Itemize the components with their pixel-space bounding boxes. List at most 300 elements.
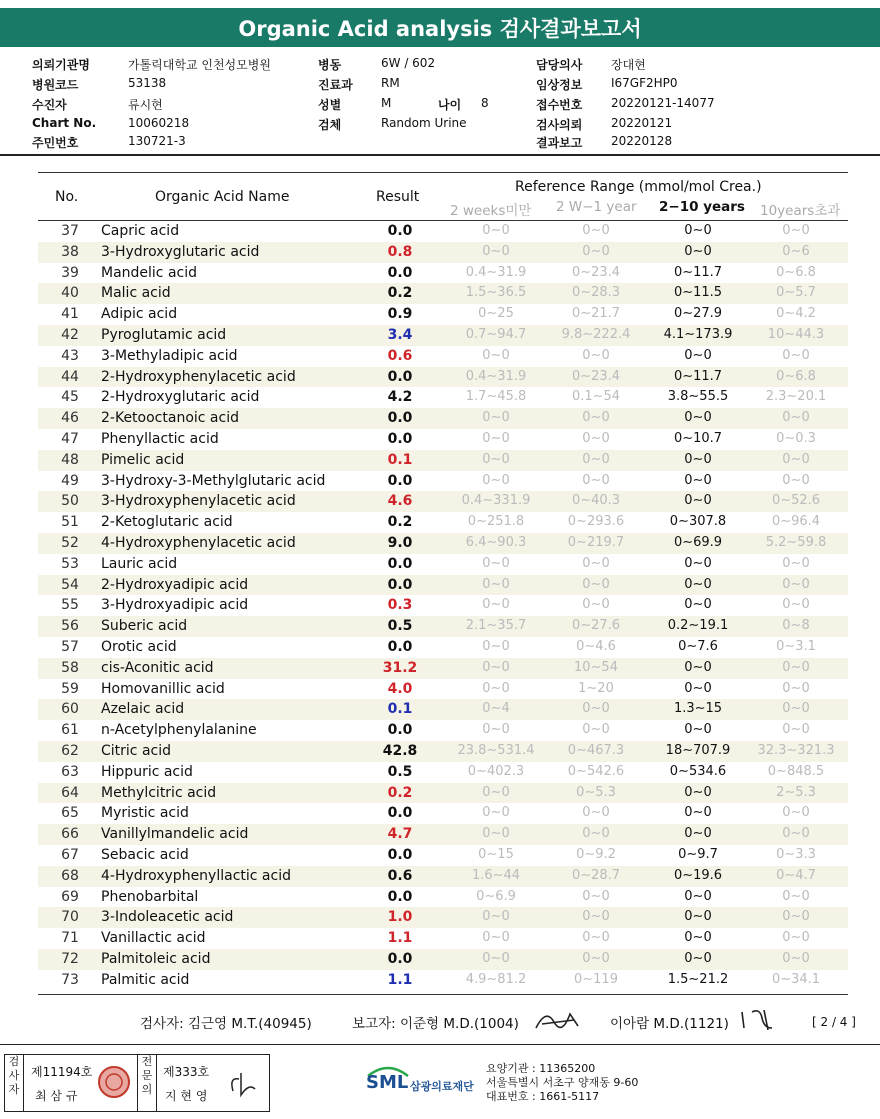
range-2weeks: 0∼402.3 [467, 763, 525, 779]
range-10years: 0∼34.1 [771, 971, 821, 987]
range-10years: 0∼4.7 [776, 867, 816, 883]
row-no: 57 [61, 638, 79, 655]
doctor-label: 담당의사 [536, 58, 583, 72]
range-2weeks: 0∼0 [482, 805, 510, 821]
result-value: 4.0 [387, 680, 413, 697]
table-row [38, 928, 848, 949]
range-2weeks: 1.6∼44 [471, 867, 521, 883]
range-2w-1year: 0.1∼54 [571, 389, 621, 405]
range-2w-1year: 0∼0 [582, 472, 610, 488]
doctor-value: 장대현 [611, 58, 646, 72]
table-bottom-rule [38, 994, 848, 995]
result-value: 0.2 [387, 285, 413, 302]
row-no: 65 [61, 805, 79, 822]
clinical-info-value: I67GF2HP0 [611, 76, 678, 90]
range-2-10years: 0∼307.8 [669, 514, 727, 530]
range-2weeks: 0∼0 [482, 451, 510, 467]
acid-name: Malic acid [101, 285, 171, 302]
row-no: 55 [61, 597, 79, 614]
table-row [38, 637, 848, 658]
range-2weeks: 0∼6.9 [476, 888, 516, 904]
acid-name: Citric acid [101, 742, 171, 759]
result-value: 0.0 [387, 264, 413, 281]
chart-no-value: 10060218 [128, 116, 190, 130]
row-no: 67 [61, 846, 79, 863]
range-2w-1year: 0∼0 [582, 451, 610, 467]
acid-name: 2-Hydroxyphenylacetic acid [101, 368, 296, 385]
row-no: 53 [61, 555, 79, 572]
request-label: 검사의뢰 [536, 118, 583, 132]
clinical-info-label: 임상정보 [536, 78, 583, 92]
range-10years: 0∼0 [782, 472, 810, 488]
range-2-10years: 0∼27.9 [673, 306, 723, 322]
lab-phone: 대표번호 : 1661-5117 [486, 1090, 600, 1103]
ward-value: 6W / 602 [381, 56, 436, 70]
table-row [38, 845, 848, 866]
range-2w-1year: 0∼0 [582, 888, 610, 904]
range-2-10years: 0∼11.7 [673, 264, 723, 280]
table-row [38, 949, 848, 970]
acid-name: 3-Methyladipic acid [101, 347, 238, 364]
report-date-value: 20220128 [611, 134, 673, 148]
institution-value: 가톨릭대학교 인천성모병원 [128, 58, 271, 72]
range-2w-1year: 0∼542.6 [567, 763, 625, 779]
acid-name: Adipic acid [101, 306, 178, 323]
row-no: 41 [61, 306, 79, 323]
row-no: 61 [61, 722, 79, 739]
hospital-code-label: 병원코드 [32, 78, 79, 92]
sex-value: M [381, 96, 392, 110]
row-no: 48 [61, 451, 79, 468]
table-row [38, 783, 848, 804]
row-no: 45 [61, 389, 79, 406]
range-2-10years: 4.1∼173.9 [663, 326, 733, 342]
range-2-10years: 0∼9.7 [678, 846, 718, 862]
range-10years: 0∼0 [782, 451, 810, 467]
tester-license: 제11194호 [31, 1065, 93, 1079]
row-no: 58 [61, 659, 79, 676]
table-row [38, 471, 848, 492]
request-date-value: 20220121 [611, 116, 673, 130]
range-2w-1year: 0∼293.6 [567, 514, 625, 530]
result-value: 0.0 [387, 950, 413, 967]
range-2w-1year: 10∼54 [574, 659, 618, 675]
result-value: 0.0 [387, 846, 413, 863]
table-row [38, 387, 848, 408]
range-10years: 0∼0 [782, 930, 810, 946]
range-10years: 0∼0 [782, 410, 810, 426]
acid-name: 2-Hydroxyglutaric acid [101, 389, 260, 406]
table-row [38, 887, 848, 908]
acid-name: 3-Hydroxy-3-Methylglutaric acid [101, 472, 326, 489]
range-2w-1year: 0∼0 [582, 430, 610, 446]
license-stamp-box [4, 1054, 270, 1112]
lab-address: 서울특별시 서초구 양재동 9-60 [486, 1076, 639, 1089]
range-2weeks: 0.7∼94.7 [465, 326, 527, 342]
range-2-10years: 0∼0 [684, 223, 712, 238]
row-no: 39 [61, 264, 79, 281]
row-no: 68 [61, 867, 79, 884]
result-value: 0.1 [387, 701, 413, 718]
age-value: 8 [481, 96, 489, 110]
result-value: 4.6 [387, 493, 413, 510]
results-table [38, 221, 848, 990]
acid-name: 2-Ketoglutaric acid [101, 514, 233, 531]
range-10years: 0∼0 [782, 950, 810, 966]
range-2w-1year: 0∼0 [582, 722, 610, 738]
range-2w-1year: 0∼40.3 [571, 493, 621, 509]
range-10years: 0∼3.3 [776, 846, 816, 862]
range-2-10years: 1.3∼15 [673, 701, 723, 717]
range-2-10years: 18∼707.9 [665, 742, 731, 758]
row-no: 52 [61, 534, 79, 551]
range-10years: 0∼0 [782, 722, 810, 738]
range-2weeks: 0∼0 [482, 555, 510, 571]
range-2-10years: 0∼11.7 [673, 368, 723, 384]
range-10years: 2∼5.3 [776, 784, 816, 800]
result-value: 0.9 [387, 306, 413, 323]
header-range-3: 2−10 years [659, 199, 745, 215]
institution-label: 의뢰기관명 [32, 58, 90, 72]
range-2weeks: 0∼0 [482, 638, 510, 654]
range-10years: 0∼0 [782, 597, 810, 613]
result-value: 0.0 [387, 410, 413, 427]
table-row [38, 679, 848, 700]
range-10years: 0∼8 [782, 618, 810, 634]
table-row [38, 325, 848, 346]
range-2w-1year: 0∼9.2 [576, 846, 616, 862]
acid-name: Myristic acid [101, 805, 189, 822]
range-2-10years: 0∼19.6 [673, 867, 723, 883]
result-value: 42.8 [382, 742, 418, 759]
range-2w-1year: 0∼0 [582, 930, 610, 946]
acid-name: Vanillylmandelic acid [101, 826, 249, 843]
acid-name: Suberic acid [101, 618, 188, 635]
range-2w-1year: 0∼0 [582, 701, 610, 717]
acid-name: cis-Aconitic acid [101, 659, 214, 676]
range-2-10years: 0∼0 [684, 826, 712, 842]
row-no: 46 [61, 410, 79, 427]
range-10years: 0∼0 [782, 347, 810, 363]
table-row [38, 575, 848, 596]
range-10years: 0∼0 [782, 826, 810, 842]
result-value: 0.0 [387, 805, 413, 822]
acid-name: 3-Indoleacetic acid [101, 909, 234, 926]
tester-signature: 검사자: 김근영 M.T.(40945) [140, 1016, 312, 1032]
range-2w-1year: 0∼28.7 [571, 867, 621, 883]
range-10years: 0∼0 [782, 701, 810, 717]
range-2w-1year: 0∼21.7 [571, 306, 621, 322]
result-value: 0.0 [387, 576, 413, 593]
range-2weeks: 0∼0 [482, 950, 510, 966]
table-row [38, 263, 848, 284]
acid-name: Homovanillic acid [101, 680, 225, 697]
range-2weeks: 0.4∼31.9 [465, 368, 527, 384]
row-no: 63 [61, 763, 79, 780]
range-2-10years: 0∼0 [684, 243, 712, 259]
row-no: 50 [61, 493, 79, 510]
header-range-2: 2 W−1 year [556, 199, 637, 215]
range-2-10years: 0∼0 [684, 805, 712, 821]
range-2w-1year: 0∼23.4 [571, 264, 621, 280]
acid-name: Phenyllactic acid [101, 430, 219, 447]
row-no: 59 [61, 680, 79, 697]
table-row [38, 907, 848, 928]
range-10years: 0∼52.6 [771, 493, 821, 509]
table-row [38, 304, 848, 325]
range-2weeks: 0∼4 [482, 701, 510, 717]
range-2weeks: 0∼0 [482, 909, 510, 925]
result-value: 9.0 [387, 534, 413, 551]
range-2-10years: 0∼69.9 [673, 534, 723, 550]
result-value: 0.0 [387, 368, 413, 385]
header-range-1: 2 weeks미만 [450, 203, 532, 219]
row-no: 47 [61, 430, 79, 447]
table-row [38, 720, 848, 741]
row-no: 60 [61, 701, 79, 718]
specimen-label: 검체 [318, 118, 342, 132]
row-no: 51 [61, 514, 79, 531]
acid-name: Palmitoleic acid [101, 950, 211, 967]
acid-name: 2-Hydroxyadipic acid [101, 576, 249, 593]
row-no: 64 [61, 784, 79, 801]
result-value: 1.0 [387, 909, 413, 926]
table-row [38, 429, 848, 450]
range-2weeks: 0∼25 [478, 306, 514, 322]
range-2-10years: 0∼0 [684, 451, 712, 467]
result-value: 0.5 [387, 618, 413, 635]
range-2w-1year: 0∼0 [582, 243, 610, 259]
reviewer-vertical-label: 전문의 [137, 1055, 157, 1111]
range-2weeks: 0∼251.8 [467, 514, 525, 530]
acid-name: 4-Hydroxyphenyllactic acid [101, 867, 291, 884]
range-2-10years: 0∼0 [684, 597, 712, 613]
result-value: 0.0 [387, 638, 413, 655]
result-value: 4.2 [387, 389, 413, 406]
range-10years: 0∼848.5 [767, 763, 825, 779]
range-2weeks: 0∼0 [482, 576, 510, 592]
acid-name: n-Acetylphenylalanine [101, 722, 257, 739]
row-no: 56 [61, 618, 79, 635]
row-no: 54 [61, 576, 79, 593]
header-range-4: 10years초과 [760, 203, 841, 219]
range-10years: 0∼0 [782, 888, 810, 904]
range-2-10years: 0∼0 [684, 472, 712, 488]
header-reference-range: Reference Range (mmol/mol Crea.) [515, 179, 762, 195]
range-2weeks: 0∼0 [482, 597, 510, 613]
examinee-label: 수진자 [32, 98, 67, 112]
range-10years: 0∼96.4 [771, 514, 821, 530]
table-row [38, 346, 848, 367]
result-value: 0.0 [387, 888, 413, 905]
range-2w-1year: 0∼0 [582, 826, 610, 842]
row-no: 37 [61, 223, 79, 239]
range-2weeks: 0∼0 [482, 347, 510, 363]
table-row [38, 283, 848, 304]
result-value: 0.2 [387, 784, 413, 801]
table-row [38, 824, 848, 845]
header-no: No. [55, 189, 79, 205]
range-2weeks: 0∼0 [482, 430, 510, 446]
acid-name: Pyroglutamic acid [101, 326, 227, 343]
resident-no-value: 130721-3 [128, 134, 186, 148]
range-2w-1year: 0∼28.3 [571, 285, 621, 301]
range-2w-1year: 0∼467.3 [567, 742, 625, 758]
range-2weeks: 2.1∼35.7 [465, 618, 527, 634]
acid-name: Pimelic acid [101, 451, 185, 468]
result-value: 0.2 [387, 514, 413, 531]
range-10years: 0∼0 [782, 659, 810, 675]
range-2-10years: 0∼0 [684, 784, 712, 800]
result-value: 0.1 [387, 451, 413, 468]
acid-name: Vanillactic acid [101, 930, 206, 947]
range-2w-1year: 0∼4.6 [576, 638, 616, 654]
department-label: 진료과 [318, 78, 353, 92]
row-no: 73 [61, 971, 79, 988]
range-2weeks: 0∼0 [482, 784, 510, 800]
range-2weeks: 0∼0 [482, 243, 510, 259]
row-no: 69 [61, 888, 79, 905]
table-row [38, 803, 848, 824]
range-2w-1year: 0∼0 [582, 223, 610, 238]
tester-name: 최 삼 규 [35, 1089, 78, 1103]
result-value: 1.1 [387, 971, 413, 988]
age-label: 나이 [438, 98, 462, 112]
hospital-code-value: 53138 [128, 76, 167, 90]
reporter2-signature-scribble [738, 1004, 778, 1034]
reporter2-signature: 이아람 M.D.(1121) [610, 1016, 729, 1032]
range-2w-1year: 9.8∼222.4 [561, 326, 631, 342]
reviewer-license: 제333호 [163, 1065, 210, 1079]
report-label: 결과보고 [536, 136, 583, 150]
reviewer-name: 지 현 영 [165, 1089, 208, 1103]
range-2w-1year: 1∼20 [578, 680, 614, 696]
range-2weeks: 0∼0 [482, 826, 510, 842]
table-row [38, 221, 848, 242]
chart-no-label: Chart No. [32, 116, 97, 130]
row-no: 72 [61, 950, 79, 967]
table-row [38, 741, 848, 762]
receipt-no-label: 접수번호 [536, 98, 583, 112]
range-2-10years: 0∼0 [684, 659, 712, 675]
range-2-10years: 0∼11.5 [673, 285, 723, 301]
range-2weeks: 1.7∼45.8 [465, 389, 527, 405]
result-value: 0.3 [387, 597, 413, 614]
acid-name: 3-Hydroxyphenylacetic acid [101, 493, 296, 510]
specimen-value: Random Urine [381, 116, 467, 130]
range-10years: 0∼4.2 [776, 306, 816, 322]
result-value: 31.2 [382, 659, 418, 676]
range-2w-1year: 0∼5.3 [576, 784, 616, 800]
acid-name: Methylcitric acid [101, 784, 217, 801]
acid-name: Sebacic acid [101, 846, 189, 863]
acid-name: Mandelic acid [101, 264, 198, 281]
range-10years: 0∼0 [782, 680, 810, 696]
range-10years: 0∼6 [782, 243, 810, 259]
range-2w-1year: 0∼119 [574, 971, 618, 987]
range-2weeks: 0.4∼331.9 [461, 493, 531, 509]
range-2weeks: 1.5∼36.5 [465, 285, 527, 301]
range-10years: 0∼0 [782, 555, 810, 571]
row-no: 42 [61, 326, 79, 343]
lab-code: 요양기관 : 11365200 [486, 1062, 596, 1075]
table-row [38, 408, 848, 429]
range-2-10years: 0.2∼19.1 [667, 618, 729, 634]
report-title: Organic Acid analysis 검사결과보고서 [0, 8, 880, 47]
range-2-10years: 0∼0 [684, 576, 712, 592]
table-top-rule [38, 172, 848, 173]
range-2w-1year: 0∼0 [582, 909, 610, 925]
result-value: 0.0 [387, 472, 413, 489]
result-value: 0.0 [387, 223, 413, 239]
footer-divider [0, 1044, 880, 1045]
examinee-value: 류시현 [128, 98, 163, 112]
acid-name: 3-Hydroxyadipic acid [101, 597, 249, 614]
table-row [38, 491, 848, 512]
range-2-10years: 0∼0 [684, 888, 712, 904]
table-row [38, 595, 848, 616]
range-2w-1year: 0∼0 [582, 555, 610, 571]
result-value: 0.6 [387, 347, 413, 364]
range-2-10years: 0∼0 [684, 930, 712, 946]
result-value: 0.0 [387, 430, 413, 447]
result-value: 0.0 [387, 555, 413, 572]
range-2weeks: 23.8∼531.4 [457, 742, 535, 758]
table-row [38, 512, 848, 533]
acid-name: Hippuric acid [101, 763, 193, 780]
acid-name: Capric acid [101, 223, 180, 239]
range-10years: 2.3∼20.1 [765, 389, 827, 405]
range-10years: 32.3∼321.3 [757, 742, 835, 758]
range-10years: 0∼0 [782, 805, 810, 821]
row-no: 70 [61, 909, 79, 926]
acid-name: Palmitic acid [101, 971, 190, 988]
row-no: 66 [61, 826, 79, 843]
header-result: Result [376, 189, 420, 205]
ward-label: 병동 [318, 58, 342, 72]
range-2weeks: 0∼0 [482, 659, 510, 675]
sex-label: 성별 [318, 98, 342, 112]
reviewer-signature-scribble [227, 1069, 261, 1099]
acid-name: 4-Hydroxyphenylacetic acid [101, 534, 296, 551]
range-2-10years: 0∼0 [684, 347, 712, 363]
table-row [38, 970, 848, 991]
reporter-signature: 보고자: 이준형 M.D.(1004) [352, 1016, 519, 1032]
acid-name: 2-Ketooctanoic acid [101, 410, 239, 427]
range-2-10years: 0∼0 [684, 680, 712, 696]
range-2weeks: 0∼0 [482, 223, 510, 238]
table-row [38, 762, 848, 783]
range-2-10years: 0∼10.7 [673, 430, 723, 446]
divider [0, 154, 880, 156]
table-row [38, 450, 848, 471]
acid-name: Azelaic acid [101, 701, 185, 718]
result-value: 0.5 [387, 763, 413, 780]
table-row [38, 699, 848, 720]
range-2-10years: 0∼0 [684, 555, 712, 571]
range-10years: 0∼0.3 [776, 430, 816, 446]
table-row [38, 533, 848, 554]
result-value: 0.6 [387, 867, 413, 884]
resident-no-label: 주민번호 [32, 136, 79, 150]
range-2-10years: 0∼0 [684, 909, 712, 925]
acid-name: Phenobarbital [101, 888, 199, 905]
range-2weeks: 0∼0 [482, 472, 510, 488]
range-2weeks: 0∼0 [482, 930, 510, 946]
row-no: 38 [61, 243, 79, 260]
result-value: 3.4 [387, 326, 413, 343]
range-2w-1year: 0∼0 [582, 805, 610, 821]
